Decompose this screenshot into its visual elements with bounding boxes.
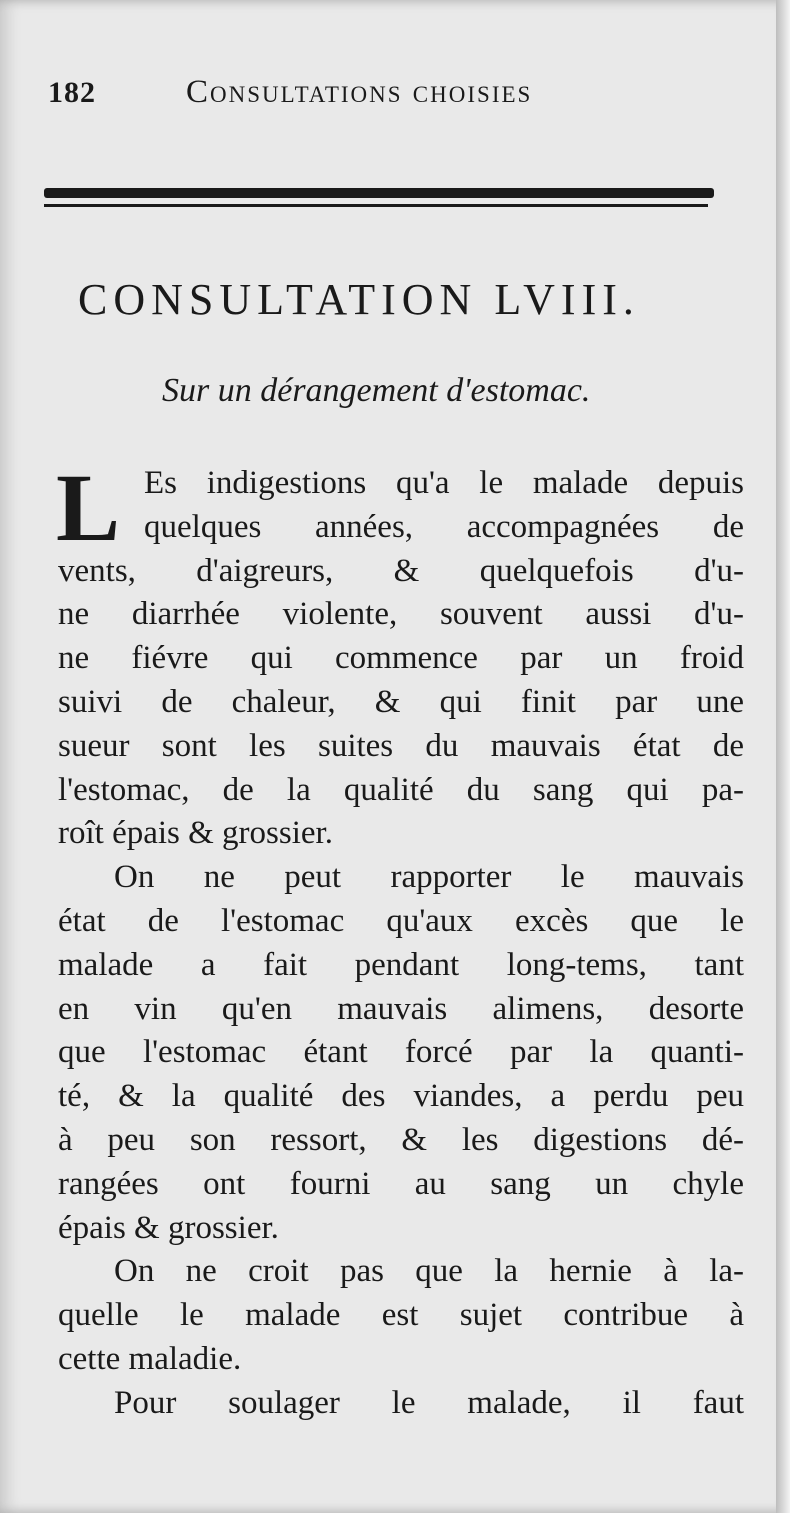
chapter-title: CONSULTATION LVIII. — [78, 275, 640, 324]
text-line: roît épais & grossier. — [58, 815, 333, 852]
text-line: cette maladie. — [58, 1340, 242, 1377]
text-line: que l'estomac étant forcé par la quanti- — [58, 1034, 744, 1071]
text-line: épais & grossier. — [58, 1209, 279, 1246]
text-line: Es indigestions qu'a le malade depuis — [144, 465, 744, 501]
text-line: On ne peut rapporter le mauvais — [114, 859, 744, 896]
body-text — [56, 454, 744, 1426]
header-rule — [44, 188, 714, 198]
text-line: quelques années, accompagnées de — [144, 508, 744, 545]
header-rule-thin — [44, 204, 708, 207]
drop-cap: L — [56, 454, 121, 561]
page-number: 182 — [48, 76, 96, 109]
text-line: On ne croit pas que la hernie à la- — [114, 1253, 744, 1290]
text-line: à peu son ressort, & les digestions dé- — [58, 1121, 744, 1158]
text-line: ne diarrhée violente, souvent aussi d'u- — [58, 596, 744, 633]
text-line: quelle le malade est sujet contribue à — [58, 1297, 744, 1334]
text-line: malade a fait pendant long-tems, tant — [58, 946, 744, 983]
text-line: ne fiévre qui commence par un froid — [58, 640, 744, 677]
text-line: en vin qu'en mauvais alimens, desorte — [58, 990, 744, 1027]
running-title: Consultations choisies — [186, 74, 533, 110]
page-edge — [776, 0, 790, 1513]
running-head — [48, 70, 688, 120]
text-line: té, & la qualité des viandes, a perdu peu — [58, 1078, 744, 1115]
text-line: suivi de chaleur, & qui finit par une — [58, 683, 744, 720]
text-line: l'estomac, de la qualité du sang qui pa- — [58, 771, 744, 808]
text-line: rangées ont fourni au sang un chyle — [58, 1165, 744, 1202]
text-line: sueur sont les suites du mauvais état de — [58, 727, 744, 764]
text-line: vents, d'aigreurs, & quelquefois d'u- — [58, 552, 744, 589]
chapter-subtitle: Sur un dérangement d'estomac. — [162, 372, 591, 409]
text-line: état de l'estomac qu'aux excès que le — [58, 902, 744, 939]
text-line: Pour soulager le malade, il faut — [114, 1384, 744, 1421]
